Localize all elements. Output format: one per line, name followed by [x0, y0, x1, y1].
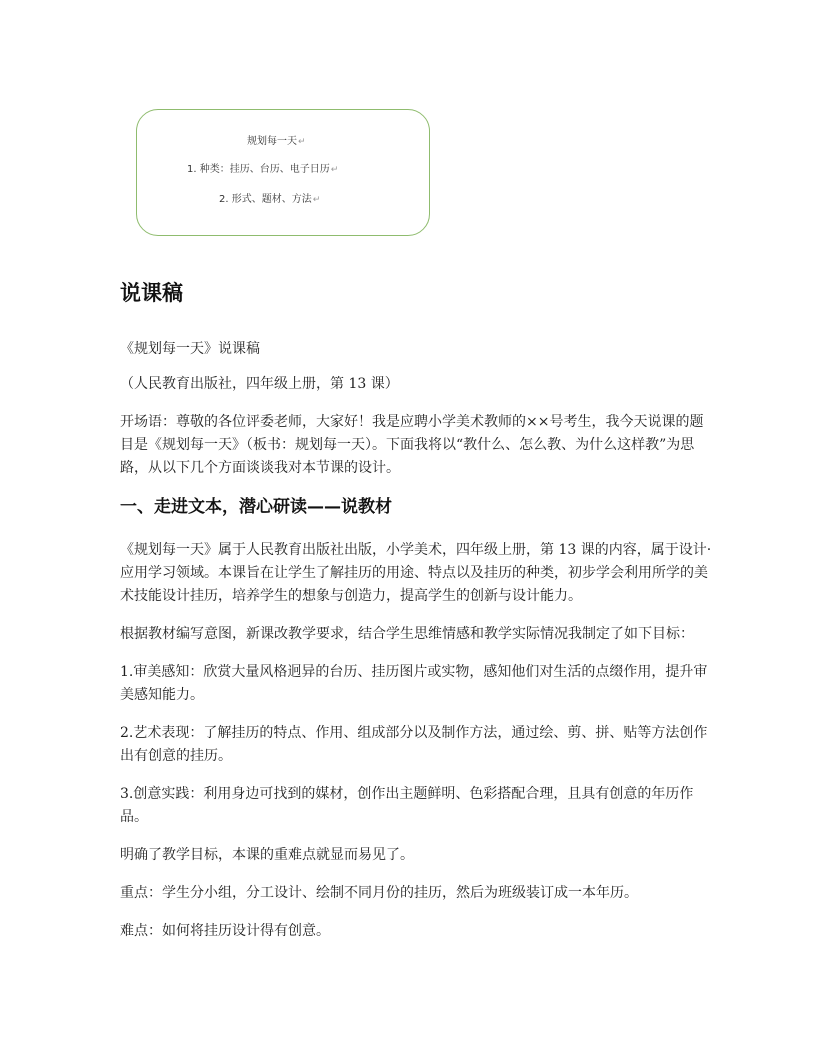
- document-body: [120, 278, 720, 958]
- difficulty-paragraph: 难点：如何将挂历设计得有创意。: [120, 923, 330, 939]
- section-1-heading: 一、走进文本，潜心研读——说教材: [120, 497, 392, 517]
- goal-1: 1.审美感知：欣赏大量风格迥异的台历、挂历图片或实物，感知他们对生活的点缀作用，提升审美感知能力。: [120, 664, 708, 703]
- key-point-paragraph: 重点：学生分小组，分工设计、绘制不同月份的挂历，然后为班级装订成一本年历。: [120, 885, 638, 901]
- section-1-paragraph-1: 《规划每一天》属于人民教育出版社出版，小学美术，四年级上册，第 13 课的内容，属于设计·应用学习领域。本课旨在让学生了解挂历的用途、特点以及挂历的种类，初步学会利用所学的美术技能设计挂历，培养学生的想象与创造力，提高学生的创新与设计能力。: [120, 542, 712, 604]
- paragraph-mark-icon: ↵: [330, 165, 339, 175]
- document-source: （人民教育出版社，四年级上册，第 13 课）: [120, 376, 399, 392]
- paragraph-mark-icon: ↵: [312, 195, 321, 205]
- board-types-line: 1. 种类：挂历、台历、电子日历↵: [187, 164, 339, 175]
- board-forms-line: 2. 形式、题材、方法↵: [219, 194, 321, 205]
- blackboard-design-box: [136, 109, 430, 236]
- document-subtitle: 《规划每一天》说课稿: [120, 341, 260, 357]
- document-title: 说课稿: [120, 281, 183, 305]
- goal-3: 3.创意实践：利用身边可找到的媒材，创作出主题鲜明、色彩搭配合理，且具有创意的年历作品。: [120, 786, 694, 825]
- section-1-paragraph-2: 根据教材编写意图，新课改教学要求，结合学生思维情感和教学实际情况我制定了如下目标：: [120, 626, 694, 642]
- paragraph-mark-icon: ↵: [298, 137, 306, 147]
- opening-paragraph: 开场语：尊敬的各位评委老师，大家好！我是应聘小学美术教师的××号考生，我今天说课的题目是《规划每一天》（板书：规划每一天）。下面我将以“教什么、怎么教、为什么这样教”为思路，从以下几个方面谈谈我对本节课的设计。: [120, 414, 704, 476]
- board-title-line: 规划每一天↵: [247, 136, 306, 147]
- goal-2: 2.艺术表现：了解挂历的特点、作用、组成部分以及制作方法，通过绘、剪、拼、贴等方法创作出有创意的挂历。: [120, 725, 708, 764]
- transition-paragraph: 明确了教学目标，本课的重难点就显而易见了。: [120, 847, 414, 863]
